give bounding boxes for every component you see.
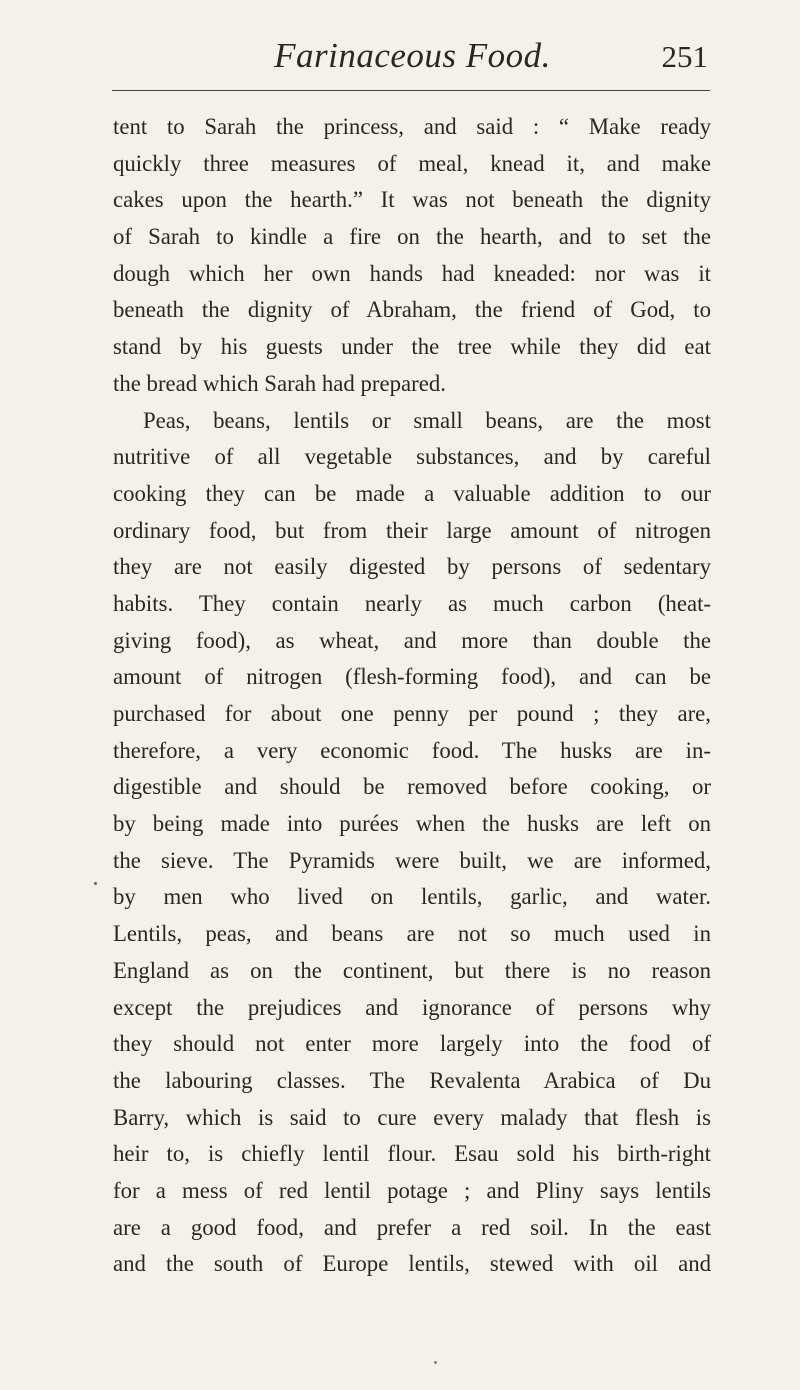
text-line: quickly three measures of meal, knead it, and make [113, 150, 711, 176]
paragraph-start-line: Peas, beans, lentils or small beans, are the most [143, 407, 711, 433]
body-text [113, 109, 711, 1283]
text-line: they should not enter more largely into the food of [113, 1031, 711, 1057]
text-line: the labouring classes. The Revalenta Arabica of Du [113, 1067, 711, 1093]
text-line: for a mess of red lentil potage ; and Pliny says lentils [113, 1177, 711, 1203]
text-line: habits. They contain nearly as much carbon (heat- [113, 590, 711, 616]
text-line: Lentils, peas, and beans are not so much used in [113, 921, 711, 947]
text-line: tent to Sarah the princess, and said : “ Make ready [113, 114, 711, 139]
text-line: Barry, which is said to cure every malady that flesh is [113, 1104, 711, 1130]
text-line: heir to, is chiefly lentil flour. Esau sold his birth-right [113, 1141, 711, 1167]
text-line: the sieve. The Pyramids were built, we are informed, [113, 847, 711, 873]
page-number: 251 [661, 39, 708, 74]
text-line: ordinary food, but from their large amount of nitrogen [113, 517, 711, 543]
text-line: purchased for about one penny per pound ; they are, [113, 701, 711, 726]
text-line: therefore, a very economic food. The husks are in- [113, 737, 711, 763]
text-line: the bread which Sarah had prepared. [113, 370, 446, 396]
running-title: Farinaceous Food. [274, 36, 551, 75]
text-line: cooking they can be made a valuable addition to our [113, 480, 711, 506]
text-line: beneath the dignity of Abraham, the friend of God, to [113, 297, 711, 323]
text-line: digestible and should be removed before cooking, or [113, 774, 711, 800]
page-header [115, 36, 710, 80]
text-line: except the prejudices and ignorance of persons why [113, 994, 711, 1020]
text-line: nutritive of all vegetable substances, and by careful [113, 444, 711, 470]
text-line: giving food), as wheat, and more than double the [113, 627, 711, 653]
text-line: of Sarah to kindle a fire on the hearth, and to set the [113, 224, 711, 250]
text-line: dough which her own hands had kneaded: nor was it [113, 260, 711, 286]
header-rule [112, 90, 710, 91]
bottom-speck [434, 1361, 437, 1364]
text-line: stand by his guests under the tree while they did eat [113, 334, 711, 360]
text-line: England as on the continent, but there is no reason [113, 957, 711, 983]
text-line: by being made into purées when the husks are left on [113, 811, 711, 837]
text-line: amount of nitrogen (flesh-forming food), and can be [113, 664, 711, 690]
text-line: and the south of Europe lentils, stewed with oil and [113, 1251, 711, 1277]
text-line: by men who lived on lentils, garlic, and water. [113, 884, 711, 910]
margin-speck [94, 882, 97, 885]
text-line: are a good food, and prefer a red soil. In the east [113, 1214, 711, 1240]
text-line: cakes upon the hearth.” It was not beneath the dignity [113, 187, 711, 213]
text-line: they are not easily digested by persons of sedentary [113, 554, 711, 580]
